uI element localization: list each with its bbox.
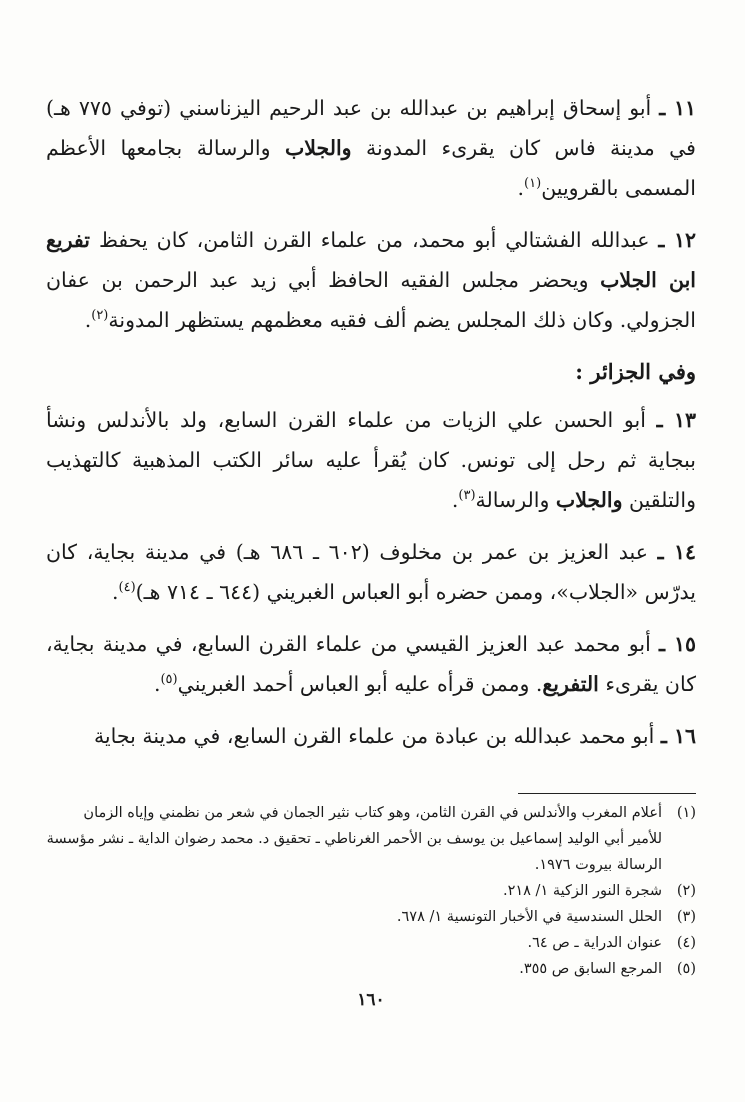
footnotes (46, 800, 696, 982)
entries-top (46, 88, 696, 340)
footnote-mark: (٢) (676, 883, 696, 899)
entry-13 (46, 400, 696, 520)
entry-text: أبو محمد عبدالله بن عبادة من علماء القرن السابع، في مدينة بجاية (93, 724, 661, 748)
entry-number: ١٥ ـ (659, 632, 696, 656)
entry-bold-text: تفريع ابن الجلاب (46, 228, 696, 292)
page-number: ١٦٠ (357, 990, 385, 1010)
entry-text: عبد العزيز بن عمر بن مخلوف (٦٠٢ ـ ٦٨٦ هـ) في مدينة بجاية، كان يدرّس «الجلاب»، وممن حضره أبو العباس الغبريني (٦٤٤ ـ ٧١٤ هـ) (46, 540, 696, 604)
footnote-text: المرجع السابق ص ٣٥٥. (519, 961, 662, 977)
entry-end: . (112, 580, 119, 604)
footnote-4 (46, 930, 696, 956)
footnote-mark: (٥) (676, 961, 696, 977)
entry-number: ١٤ ـ (657, 540, 696, 564)
footnote-ref[interactable]: (٢) (91, 308, 109, 324)
footnote-text: عنوان الدراية ـ ص ٦٤. (527, 935, 662, 951)
entry-end: . (517, 176, 525, 200)
entry-bold-text: والجلاب (284, 136, 352, 160)
entry-11 (46, 88, 696, 208)
entry-text: أبو الحسن علي الزيات من علماء القرن السابع، ولد بالأندلس ونشأ ببجاية ثم رحل إلى تونس. كان يُقرأ عليه سائر الكتب المذهبية كالتهذيب والتلقين (46, 408, 696, 512)
footnote-5 (46, 956, 696, 982)
entry-end: . (451, 488, 459, 512)
entry-number: ١٣ ـ (656, 408, 696, 432)
footnote-text: شجرة النور الزكية ١/ ٢١٨. (502, 883, 662, 899)
entry-end: . (153, 672, 161, 696)
entry-15 (46, 624, 696, 704)
footnote-ref[interactable]: (٣) (458, 488, 476, 504)
footnote-ref[interactable]: (٥) (160, 672, 178, 688)
footnote-text: أعلام المغرب والأندلس في القرن الثامن، وهو كتاب نثير الجمان في شعر من نظمني وإياه الزمان للأمير أبي الوليد إسماعيل بن يوسف بن الأحمر الغرناطي ـ تحقيق د. محمد رضوان الداية ـ نشر مؤسسة الرسالة بيروت ١٩٧٦. (46, 805, 662, 873)
entry-text-cont: . وممن قرأه عليه أبو العباس أحمد الغبريني (177, 672, 543, 696)
entry-14 (46, 532, 696, 612)
entry-text-cont: والرسالة (475, 488, 556, 512)
entry-bold-text: التفريع (542, 672, 599, 696)
footnote-mark: (١) (676, 805, 696, 821)
entry-text: أبو محمد عبد العزيز القيسي من علماء القرن السابع، في مدينة بجاية، كان يقرىء (46, 632, 696, 696)
footnote-1 (46, 800, 696, 878)
entry-number: ١٦ ـ (660, 724, 696, 748)
book-page (46, 88, 696, 1048)
entry-text-cont: والرسالة بجامعها الأعظم المسمى بالقرويين (46, 136, 696, 200)
footnote-divider (518, 793, 696, 794)
footnote-ref[interactable]: (١) (524, 176, 542, 192)
entry-12 (46, 220, 696, 340)
entry-text: أبو إسحاق إبراهيم بن عبدالله بن عبد الرحيم اليزناسني (توفي ٧٧٥ هـ) في مدينة فاس كان يقرىء المدونة (46, 96, 696, 160)
footnote-ref[interactable]: (٤) (118, 580, 136, 596)
section-heading: وفي الجزائر : (575, 359, 696, 384)
entry-16 (46, 716, 696, 756)
entry-number: ١٢ ـ (658, 228, 696, 252)
entries-bottom (46, 400, 696, 756)
entry-number: ١١ ـ (659, 96, 696, 120)
footnote-mark: (٣) (676, 909, 696, 925)
entry-text-cont: ويحضر مجلس الفقيه الحافظ أبي زيد عبد الرحمن بن عفان الجزولي. وكان ذلك المجلس يضم ألف فقيه معظمهم يستظهر المدونة (46, 268, 696, 332)
footnote-mark: (٤) (676, 935, 696, 951)
footnote-3 (46, 904, 696, 930)
entry-end: . (84, 308, 92, 332)
footnote-2 (46, 878, 696, 904)
entry-bold-text: والجلاب (555, 488, 623, 512)
entry-text: عبدالله الفشتالي أبو محمد، من علماء القرن الثامن، كان يحفظ (90, 228, 659, 252)
footnote-text: الحلل السندسية في الأخبار التونسية ١/ ٦٧٨. (396, 909, 662, 925)
